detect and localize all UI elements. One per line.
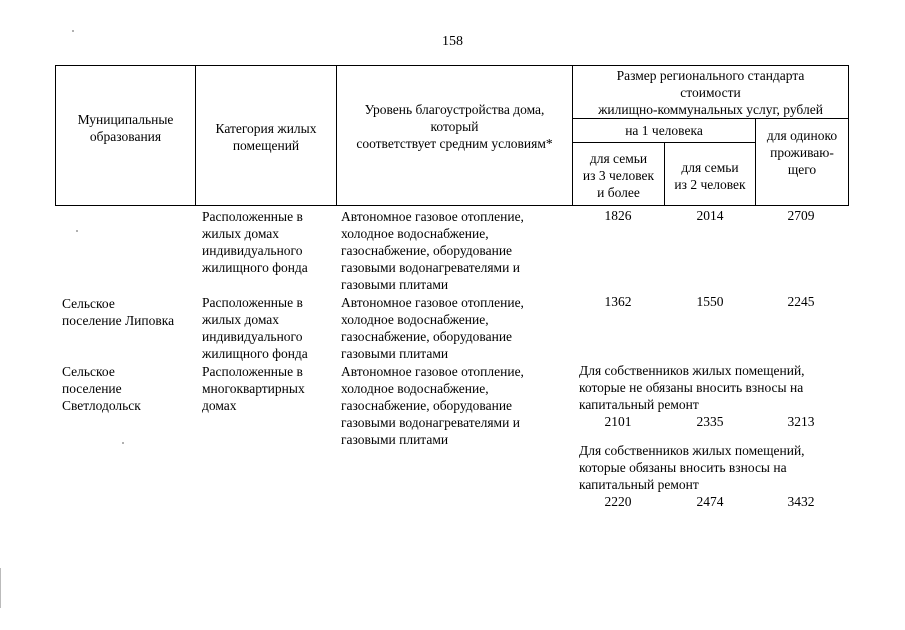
text-line: холодное водоснабжение, [341, 226, 489, 241]
header-category-line: Категория жилых [215, 121, 317, 136]
text-line: Расположенные в [202, 209, 303, 224]
row-category [202, 294, 308, 362]
header-municipal-line: образования [89, 129, 162, 144]
header-standard-line: стоимости [680, 85, 741, 100]
header-family3-line: из 3 человек [582, 168, 655, 183]
header-family2 [665, 159, 755, 193]
header-standard-line: жилищно-коммунальных услуг, рублей [598, 102, 823, 117]
row-category [202, 208, 308, 276]
scan-speck [72, 30, 74, 32]
text-line: индивидуального [202, 329, 303, 344]
header-comfort-line: соответствует средним условиям* [356, 136, 553, 151]
row-municipal [62, 363, 141, 414]
text-line: Расположенные в [202, 295, 303, 310]
value-family2: 2474 [696, 494, 724, 509]
note-obliged [579, 442, 805, 493]
text-line: поселение [62, 381, 122, 396]
col-border-7 [848, 65, 849, 206]
value-family3: 1826 [604, 208, 632, 223]
text-line: жилых домах [202, 312, 280, 327]
header-municipal-line: Муниципальные [77, 112, 174, 127]
header-single-line: щего [787, 162, 817, 177]
text-line: жилых домах [202, 226, 280, 241]
header-category-line: помещений [232, 138, 300, 153]
header-top-rule [55, 65, 849, 66]
text-line: капитальный ремонт [579, 477, 699, 492]
value-family3: 2101 [604, 414, 632, 429]
header-comfort-line: Уровень благоустройства дома, [364, 102, 545, 117]
header-single-line: для одиноко [766, 128, 838, 143]
row-comfort [341, 363, 524, 448]
header-per-person: на 1 человека [625, 123, 703, 138]
text-line: индивидуального [202, 243, 303, 258]
text-line: газовыми плитами [341, 346, 449, 361]
text-line: газоснабжение, оборудование [341, 329, 513, 344]
value-single: 3213 [787, 414, 815, 429]
value-single: 2245 [787, 294, 815, 309]
row-comfort [341, 208, 524, 293]
header-category [196, 120, 336, 154]
row-category [202, 363, 305, 414]
text-line: Автономное газовое отопление, [341, 209, 524, 224]
header-single-line: проживаю- [770, 145, 834, 160]
header-family3 [573, 150, 664, 201]
text-line: капитальный ремонт [579, 397, 699, 412]
page-number: 158 [442, 34, 463, 49]
value-single: 3432 [787, 494, 815, 509]
text-line: холодное водоснабжение, [341, 381, 489, 396]
text-line: Автономное газовое отопление, [341, 295, 524, 310]
value-family3: 1362 [604, 294, 632, 309]
header-comfort [337, 101, 572, 152]
scan-speck [122, 442, 124, 444]
value-family2: 1550 [696, 294, 724, 309]
text-line: Светлодольск [62, 398, 141, 413]
text-line: газовыми водонагревателями и [341, 260, 520, 275]
text-line: многоквартирных [202, 381, 305, 396]
header-family2-line: для семьи [681, 160, 739, 175]
text-line: жилищного фонда [202, 346, 308, 361]
row-municipal [62, 295, 174, 329]
text-line: Сельское [62, 364, 115, 379]
text-line: газоснабжение, оборудование [341, 398, 513, 413]
header-family2-line: из 2 человек [674, 177, 746, 192]
scan-speck [76, 230, 78, 232]
header-comfort-line: который [430, 119, 479, 134]
value-family2: 2335 [696, 414, 724, 429]
text-line: которые не обязаны вносить взносы на [579, 380, 804, 395]
text-line: Для собственников жилых помещений, [579, 443, 805, 458]
text-line: поселение Липовка [62, 313, 175, 328]
header-standard-line: Размер регионального стандарта [616, 68, 805, 83]
value-family2: 2014 [696, 208, 724, 223]
text-line: Расположенные в [202, 364, 303, 379]
header-standard [573, 67, 848, 118]
text-line: жилищного фонда [202, 260, 308, 275]
text-line: газоснабжение, оборудование [341, 243, 513, 258]
value-single: 2709 [787, 208, 815, 223]
note-not-obliged [579, 362, 805, 413]
text-line: домах [202, 398, 237, 413]
text-line: которые обязаны вносить взносы на [579, 460, 787, 475]
text-line: газовыми плитами [341, 277, 449, 292]
text-line: Автономное газовое отопление, [341, 364, 524, 379]
header-bottom-rule [55, 205, 849, 206]
value-family3: 2220 [604, 494, 632, 509]
row-comfort [341, 294, 524, 362]
text-line: газовыми плитами [341, 432, 449, 447]
scan-edge-mark [0, 568, 1, 608]
header-single [756, 127, 848, 178]
text-line: Для собственников жилых помещений, [579, 363, 805, 378]
text-line: холодное водоснабжение, [341, 312, 489, 327]
text-line: газовыми водонагревателями и [341, 415, 520, 430]
header-family3-line: и более [597, 185, 640, 200]
header-standard-rule [572, 118, 849, 119]
header-municipal [56, 111, 195, 145]
header-family3-line: для семьи [589, 151, 648, 166]
text-line: Сельское [62, 296, 115, 311]
